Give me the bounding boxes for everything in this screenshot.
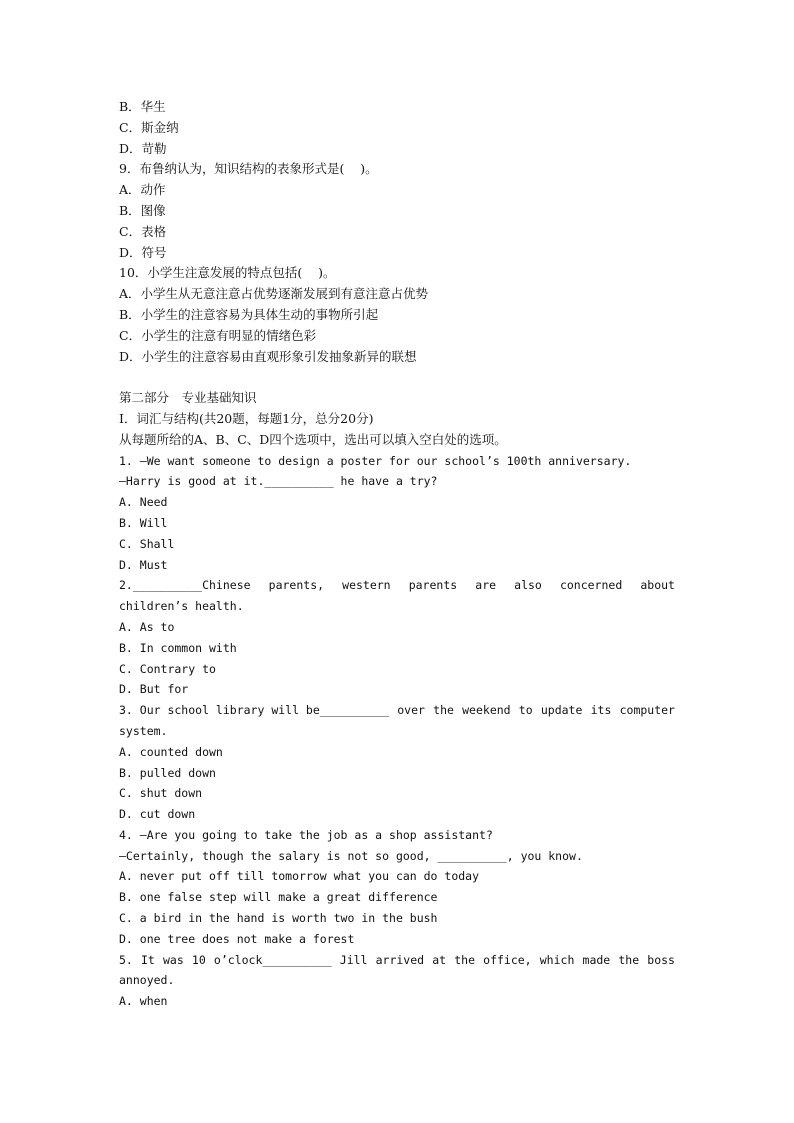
word: It [141,952,155,967]
question-1: 1. —We want someone to design a poster for our school’s 100th anniversary. [119,453,632,468]
option-line: C. Contrary to [119,661,216,676]
option-line: C. a bird in the hand is worth two in the bush [119,911,438,926]
word: arrived [375,952,425,967]
option-line: A. As to [119,619,175,634]
word: also [514,578,542,593]
word: was [163,952,184,967]
question-5 [119,950,675,971]
option-line: D. Must [119,557,168,572]
word: its [590,703,612,718]
option-line: D．小学生的注意容易由直观形象引发抽象新异的联想 [119,348,417,364]
part-title: 第二部分 专业基础知识 [119,390,257,406]
word: to [518,703,533,718]
option-line: C．表格 [119,223,167,239]
option-line: A. counted down [119,744,223,759]
word: the [618,952,640,967]
spacer [119,367,675,388]
option-line: A. never put off till tomorrow what you can do today [119,869,480,884]
option-line: D．苛勒 [119,140,167,156]
option-line: A. when [119,994,168,1009]
word: parents, [268,578,325,593]
question-4-reply: —Certainly, though the salary is not so good, __________, you know. [119,848,583,863]
word: are [475,578,497,593]
question-10: 10．小学生注意发展的特点包括( )。 [119,265,336,281]
question-9: 9．布鲁纳认为，知识结构的表象形式是( )。 [119,161,378,177]
word: boss [647,952,675,967]
word: made [582,952,611,967]
word: the [433,703,454,718]
word: about [640,578,675,593]
word: 10 [191,952,206,967]
option-line: C. Shall [119,536,175,551]
option-line: A．小学生从无意注意占优势逐渐发展到有意注意占优势 [119,286,429,302]
option-line: D. cut down [119,807,196,822]
option-line: D. one tree does not make a forest [119,931,355,946]
word: computer [619,703,675,718]
word: Jill [339,952,368,967]
section-title: I．词汇与结构(共20题，每题1分，总分20分) [119,410,374,426]
word: o’clock__________ [213,952,332,967]
word: weekend [462,703,511,718]
question-2 [119,575,675,596]
word: update [540,703,583,718]
question-2-cont: children’s health. [119,599,244,614]
option-line: B. one false step will make a great difference [119,890,438,905]
option-line: B. pulled down [119,765,216,780]
question-5-cont: annoyed. [119,973,175,988]
option-line: D．符号 [119,244,167,260]
word: concerned [559,578,623,593]
question-1-reply: —Harry is good at it.__________ he have a try? [119,474,438,489]
word: 5. [119,952,133,967]
question-3 [119,700,675,721]
word: which [539,952,575,967]
option-line: C．斯金纳 [119,119,179,135]
option-line: A．动作 [119,182,166,198]
word: 2.__________Chinese [119,578,251,593]
section-instruction: 从每题所给的A、B、C、D四个选项中，选出可以填入空白处的选项。 [119,431,507,447]
question-4: 4. —Are you going to take the job as a shop assistant? [119,827,493,842]
word: the [454,952,475,967]
word: 3. Our school library will be__________ [119,703,390,718]
option-line: B. Will [119,515,168,530]
option-line: B．华生 [119,99,166,114]
option-line: C．小学生的注意有明显的情绪色彩 [119,327,317,343]
question-3-cont: system. [119,723,168,738]
word: at [432,952,447,967]
option-line: B. In common with [119,640,237,655]
word: western [342,578,391,593]
option-line: B．小学生的注意容易为具体生动的事物所引起 [119,306,379,322]
option-line: A. Need [119,495,168,510]
word: over [397,703,425,718]
option-line: C. shut down [119,786,203,801]
option-line: B．图像 [119,202,166,218]
document-body [119,97,675,1012]
option-line: D. But for [119,682,189,697]
word: office, [483,952,532,967]
word: parents [408,578,458,593]
